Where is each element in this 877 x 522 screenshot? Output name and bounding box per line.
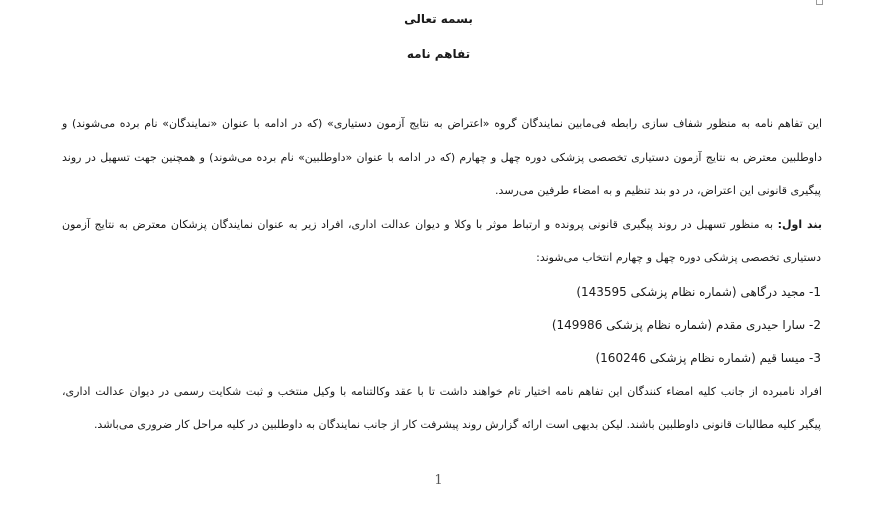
intro-line-3: پیگیری قانونی این اعتراض، در دو بند تنظیم و به امضاء طرفین می‌رسد. bbox=[495, 184, 821, 197]
invocation-heading: بسمه تعالی bbox=[404, 12, 473, 26]
representative-item: 3- میسا قیم (شماره نظام پزشکی 160246) bbox=[595, 351, 821, 365]
representative-label: (شماره نظام پزشکی bbox=[649, 351, 756, 365]
representative-name: سارا حیدری مقدم bbox=[715, 318, 806, 332]
page-corner-mark bbox=[816, 0, 823, 5]
medical-council-number: 160246 bbox=[600, 351, 646, 365]
medical-council-number: 149986 bbox=[556, 318, 603, 332]
representative-label: (شماره نظام پزشکی bbox=[630, 285, 737, 299]
representative-name: میسا قیم bbox=[759, 351, 806, 365]
intro-line-2: داوطلبین معترض به نتایج آزمون دستیاری تخصصی پزشکی دوره چهل و چهارم (که در ادامه با عنوان «داوطلبین» نام برده می‌شوند) و همچنین جهت تسهیل در روند bbox=[62, 151, 822, 164]
clause-1-label: بند اول: bbox=[777, 218, 823, 231]
medical-council-number: 143595 bbox=[581, 285, 627, 299]
page-number: 1 bbox=[434, 473, 443, 488]
clause-1-line-1 bbox=[62, 218, 822, 232]
representative-name: مجید درگاهی bbox=[740, 285, 806, 299]
clause-1-line-2: دستیاری تخصصی پزشکی دوره چهل و چهارم انتخاب می‌شوند: bbox=[536, 251, 821, 264]
representative-item: 1- مجید درگاهی (شماره نظام پزشکی 143595) bbox=[576, 285, 821, 299]
intro-line-1: این تفاهم نامه به منظور شفاف سازی رابطه فی‌مابین نمایندگان گروه «اعتراض به نتایج آزمون دستیاری» (که در ادامه با عنوان «نمایندگان» نام برده می‌شوند) و bbox=[62, 117, 822, 130]
representative-label: (شماره نظام پزشکی bbox=[606, 318, 713, 332]
representative-item: 2- سارا حیدری مقدم (شماره نظام پزشکی 149986) bbox=[551, 318, 821, 332]
closing-line-2: پیگیر کلیه مطالبات قانونی داوطلبین باشند. لیکن بدیهی است ارائه گزارش روند پیشرفت کار از جانب نمایندگان به داوطلبین در کلیه مراحل کار ضروری می‌باشد. bbox=[93, 418, 821, 431]
closing-line-1: افراد نامبرده از جانب کلیه امضاء کنندگان این تفاهم نامه اختیار تام خواهند داشت تا با عقد وکالتنامه با وکیل منتخب و ثبت شکایت رسمی در دیوان عدالت اداری، bbox=[62, 385, 822, 398]
document-title: تفاهم نامه bbox=[406, 47, 471, 61]
clause-1-text: به منظور تسهیل در روند پیگیری قانونی پرونده و ارتباط موثر با وکلا و دیوان عدالت اداری، افراد زیر به عنوان نمایندگان پزشکان معترض به نتایج آزمون bbox=[62, 218, 774, 231]
